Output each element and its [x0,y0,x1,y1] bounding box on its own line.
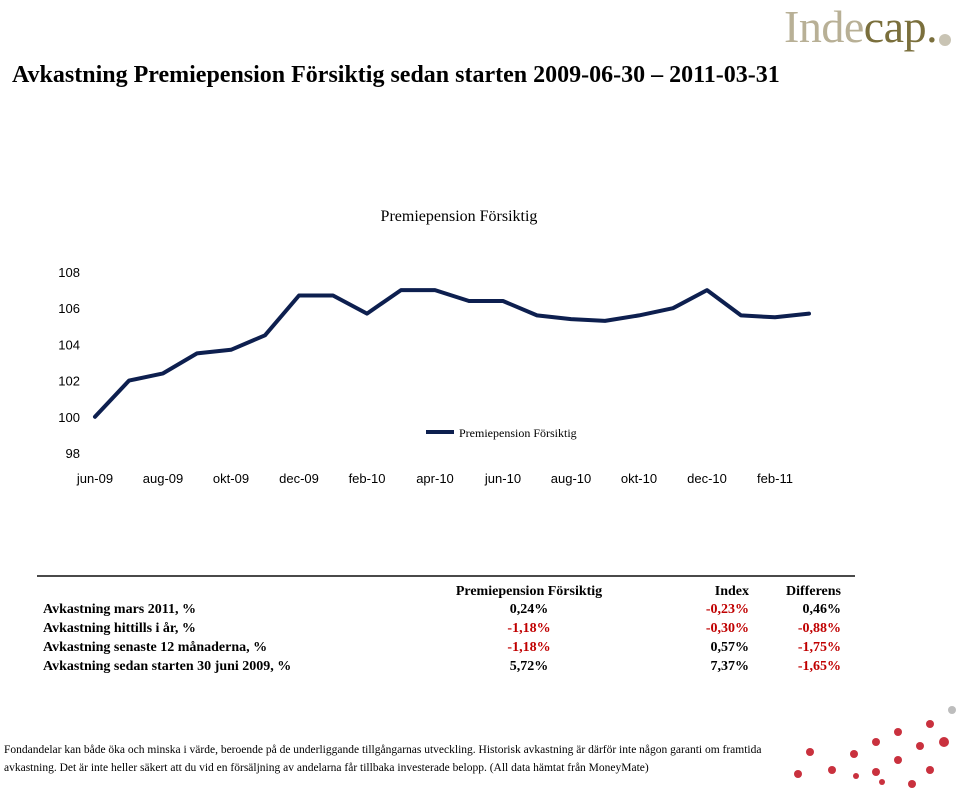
y-tick-label: 100 [58,409,80,425]
decorative-dot [872,768,880,776]
disclaimer-text: Fondandelar kan både öka och minska i värde, beroende på de underliggande tillgångarnas utveckling. Historisk avkastning är därför inte någon garanti om framtida avkastning. Det är inte heller säkert att du vid en försäljning av andelarna får tillbaka investerade belopp. (All data hämtat från MoneyMate) [4,744,762,774]
row-label: Avkastning sedan starten 30 juni 2009, % [43,658,292,674]
line-chart [0,190,960,510]
y-tick-label: 98 [65,446,80,461]
decorative-dot [926,766,934,774]
index-value: -0,30% [705,620,749,636]
fund-value: 5,72% [509,658,549,674]
decorative-dot [939,737,949,747]
table-header-row [37,576,855,600]
header-index: Index [619,576,759,600]
row-label: Avkastning hittills i år, % [43,620,196,636]
decorative-dot [926,720,934,728]
x-tick-label: aug-10 [550,471,592,486]
header-fund: Premiepension Försiktig [439,576,619,600]
decorative-dot [872,738,880,746]
table-row [37,619,855,638]
decorative-dot [853,773,859,779]
table-row [37,600,855,619]
decorative-dot [894,728,902,736]
decorative-dot [908,780,916,788]
series-line [95,290,809,417]
x-tick-label: feb-11 [757,471,793,486]
fund-value: 0,24% [509,601,549,617]
header-empty [37,576,439,600]
x-tick-label: dec-10 [687,471,727,486]
y-tick-label: 104 [58,337,80,353]
diff-value: 0,46% [802,601,841,617]
fund-value: -1,18% [507,620,551,636]
index-value: 7,37% [710,658,749,674]
chart-title: Premiepension Försiktig [380,208,538,225]
diff-value: -1,75% [797,639,841,655]
x-tick-label: jun-09 [76,471,114,486]
diff-value: -1,65% [797,658,841,674]
decorative-dot [916,742,924,750]
legend-label: Premiepension Försiktig [459,426,577,440]
page-title: Avkastning Premiepension Försiktig sedan starten 2009-06-30 – 2011-03-31 [12,62,780,88]
decorative-dots [780,700,960,795]
returns-table [37,575,855,676]
decorative-dot [879,779,885,785]
decorative-dot [948,706,956,714]
diff-value: -0,88% [797,620,841,636]
y-tick-label: 102 [58,373,80,389]
fund-value: -1,18% [507,639,551,655]
y-tick-label: 108 [58,265,80,280]
index-value: 0,57% [710,639,749,655]
x-tick-label: dec-09 [279,471,319,486]
table-row [37,638,855,657]
decorative-dot [894,756,902,764]
decorative-dot [850,750,858,758]
table-row [37,657,855,676]
row-label: Avkastning mars 2011, % [43,601,196,617]
logo-dot [939,34,951,46]
indecap-logo: Indecap. [784,1,938,52]
decorative-dot [828,766,836,774]
decorative-dot [806,748,814,756]
index-value: -0,23% [705,601,749,617]
x-tick-label: aug-09 [142,471,184,486]
x-tick-label: apr-10 [416,471,454,486]
x-tick-label: jun-10 [484,471,522,486]
x-tick-label: feb-10 [348,471,386,486]
x-tick-label: okt-10 [620,471,658,486]
row-label: Avkastning senaste 12 månaderna, % [43,639,268,655]
y-tick-label: 106 [58,301,80,317]
x-tick-label: okt-09 [212,471,250,486]
decorative-dot [794,770,802,778]
header-diff: Differens [759,576,855,600]
